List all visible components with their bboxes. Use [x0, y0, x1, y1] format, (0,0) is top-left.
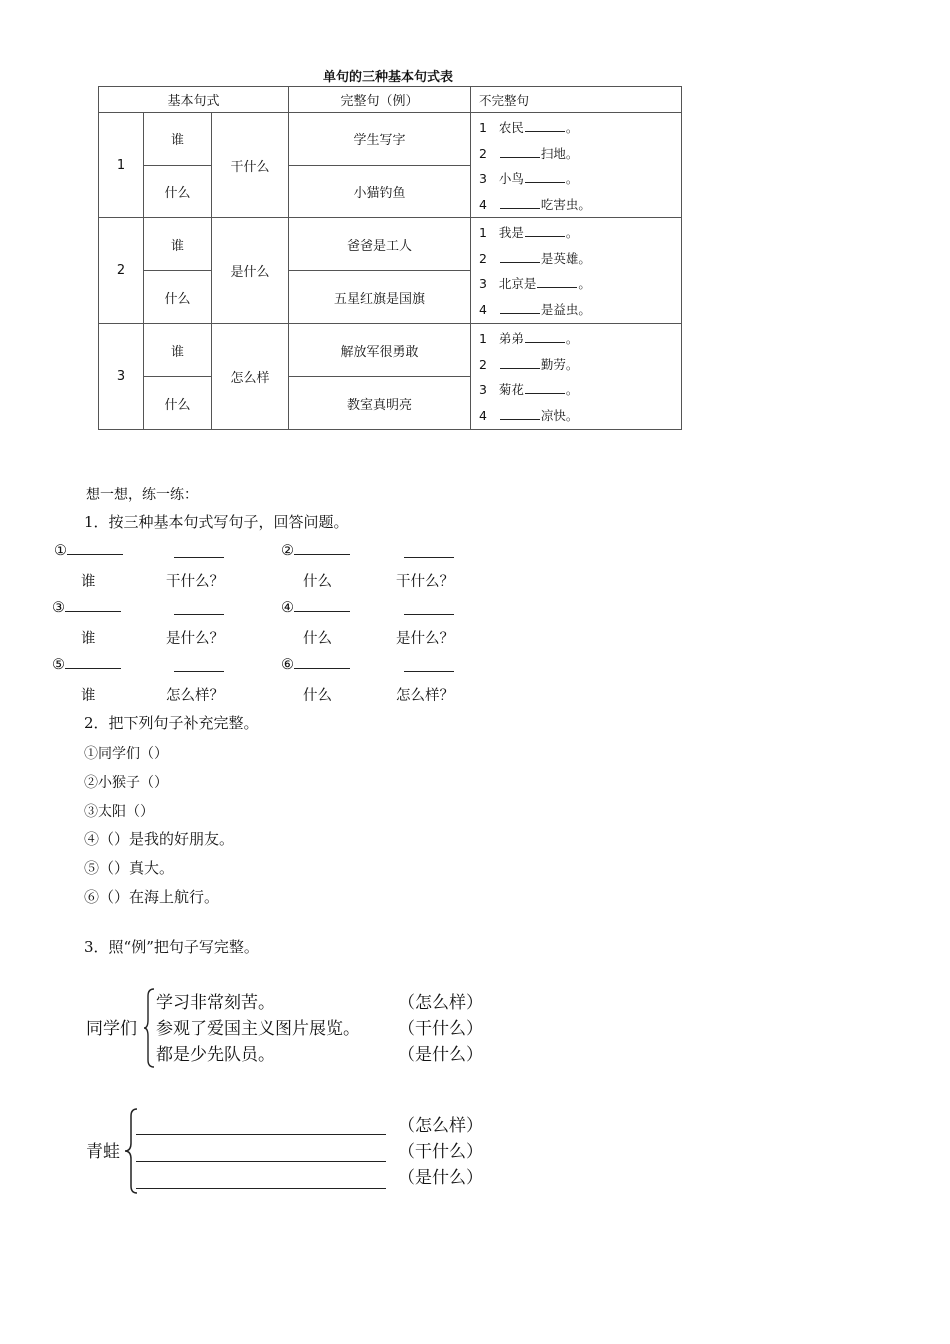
answer-blank[interactable]: [404, 543, 454, 558]
answer-blank[interactable]: [67, 554, 123, 555]
row-number: 2: [99, 218, 144, 324]
answer-blank[interactable]: [500, 252, 540, 263]
incomplete-item: 4 凉快。: [479, 407, 579, 423]
answer-blank[interactable]: [294, 668, 350, 669]
exercise-item-4: ④: [281, 600, 350, 616]
left-brace-icon: [143, 988, 155, 1068]
exercise-item-5: ⑤: [52, 657, 121, 673]
prompt-label: 怎么样？: [166, 688, 224, 704]
practice-heading: 想一想，练一练：: [86, 487, 198, 503]
incomplete-item: 2 扫地。: [479, 145, 579, 161]
prompt-label: 是什么？: [166, 631, 224, 647]
question-3-title: 3．照“例”把句子写完整。: [84, 938, 259, 956]
predicate-cell: 怎么样: [212, 324, 289, 430]
subject-cell: 谁: [144, 113, 212, 166]
header-basic-pattern: 基本句式: [99, 87, 289, 113]
example-cell: 小猫钓鱼: [289, 165, 471, 218]
example-line: 学习非常刻苦。: [156, 993, 275, 1013]
example-cell: 学生写字: [289, 113, 471, 166]
pattern-type-label: （怎么样）: [398, 993, 483, 1013]
answer-line[interactable]: [136, 1134, 386, 1135]
left-brace-icon: [124, 1108, 138, 1194]
prompt-label: 谁: [81, 688, 96, 704]
answer-blank[interactable]: [65, 668, 121, 669]
header-incomplete-sentence: 不完整句: [471, 87, 682, 113]
fill-sentence-item[interactable]: ⑤（）真大。: [84, 859, 175, 877]
answer-blank[interactable]: [404, 657, 454, 672]
incomplete-item: 4 吃害虫。: [479, 196, 591, 212]
answer-blank[interactable]: [500, 198, 540, 209]
fill-sentence-item[interactable]: ④（）是我的好朋友。: [84, 830, 235, 848]
answer-blank[interactable]: [294, 554, 350, 555]
subject-cell: 什么: [144, 271, 212, 324]
answer-blank[interactable]: [500, 303, 540, 314]
example-cell: 爸爸是工人: [289, 218, 471, 271]
incomplete-cell: [471, 113, 682, 218]
example-line: 都是少先队员。: [156, 1045, 275, 1065]
answer-line[interactable]: [136, 1161, 386, 1162]
question-2-title: 2．把下列句子补充完整。: [84, 714, 259, 732]
answer-line[interactable]: [136, 1188, 386, 1189]
answer-blank[interactable]: [525, 226, 565, 237]
subject-cell: 谁: [144, 324, 212, 377]
answer-blank[interactable]: [525, 121, 565, 132]
question-1-title: 1．按三种基本句式写句子，回答问题。: [84, 513, 349, 531]
answer-blank[interactable]: [174, 543, 224, 558]
prompt-label: 什么: [303, 688, 332, 704]
example-cell: 解放军很勇敢: [289, 324, 471, 377]
predicate-cell: 干什么: [212, 113, 289, 218]
answer-blank[interactable]: [65, 611, 121, 612]
incomplete-item: 2 是英雄。: [479, 250, 591, 266]
row-number: 3: [99, 324, 144, 430]
answer-blank[interactable]: [525, 383, 565, 394]
prompt-label: 是什么？: [396, 631, 454, 647]
exercise-item-3: ③: [52, 600, 121, 616]
pattern-type-label: （干什么）: [398, 1019, 483, 1039]
subject-cell: 什么: [144, 165, 212, 218]
incomplete-item: 3 小鸟 。: [479, 171, 579, 186]
exercise-item-2: ②: [281, 543, 350, 559]
fill-sentence-item[interactable]: ②小猴子（）: [84, 775, 168, 791]
incomplete-item: 2 勤劳。: [479, 356, 579, 372]
incomplete-item: 4 是益虫。: [479, 301, 591, 317]
example-subject: 同学们: [86, 1019, 137, 1039]
pattern-type-label: （是什么）: [398, 1045, 483, 1065]
prompt-label: 什么: [303, 574, 332, 590]
answer-blank[interactable]: [294, 611, 350, 612]
answer-blank[interactable]: [525, 172, 565, 183]
example-cell: 教室真明亮: [289, 377, 471, 430]
incomplete-item: 1 弟弟 。: [479, 331, 579, 346]
answer-blank[interactable]: [525, 332, 565, 343]
pattern-type-label: （干什么）: [398, 1142, 483, 1162]
answer-blank[interactable]: [174, 600, 224, 615]
answer-blank[interactable]: [174, 657, 224, 672]
prompt-label: 干什么？: [396, 574, 454, 590]
incomplete-item: 1 我是 。: [479, 225, 579, 240]
fill-sentence-item[interactable]: ⑥（）在海上航行。: [84, 888, 220, 906]
prompt-label: 干什么？: [166, 574, 224, 590]
task-subject: 青蛙: [86, 1142, 120, 1162]
incomplete-item: 1 农民 。: [479, 120, 579, 135]
subject-cell: 什么: [144, 377, 212, 430]
prompt-label: 怎么样？: [396, 688, 454, 704]
prompt-label: 谁: [81, 574, 96, 590]
example-cell: 五星红旗是国旗: [289, 271, 471, 324]
exercise-item-1: ①: [54, 543, 123, 559]
answer-blank[interactable]: [500, 409, 540, 420]
answer-blank[interactable]: [500, 358, 540, 369]
incomplete-item: 3 菊花 。: [479, 382, 579, 397]
incomplete-cell: [471, 324, 682, 430]
answer-blank[interactable]: [500, 147, 540, 158]
incomplete-cell: [471, 218, 682, 324]
prompt-label: 谁: [81, 631, 96, 647]
table-title: 单句的三种基本句式表: [322, 70, 453, 85]
fill-sentence-item[interactable]: ①同学们（）: [84, 746, 168, 762]
header-complete-sentence: 完整句（例）: [289, 87, 471, 113]
pattern-type-label: （是什么）: [398, 1168, 483, 1188]
fill-sentence-item[interactable]: ③太阳（）: [84, 804, 154, 820]
subject-cell: 谁: [144, 218, 212, 271]
exercise-item-6: ⑥: [281, 657, 350, 673]
answer-blank[interactable]: [537, 277, 577, 288]
row-number: 1: [99, 113, 144, 218]
incomplete-item: 3 北京是 。: [479, 276, 591, 291]
answer-blank[interactable]: [404, 600, 454, 615]
example-line: 参观了爱国主义图片展览。: [156, 1019, 360, 1039]
predicate-cell: 是什么: [212, 218, 289, 324]
sentence-pattern-table: [98, 86, 682, 430]
prompt-label: 什么: [303, 631, 332, 647]
pattern-type-label: （怎么样）: [398, 1116, 483, 1136]
